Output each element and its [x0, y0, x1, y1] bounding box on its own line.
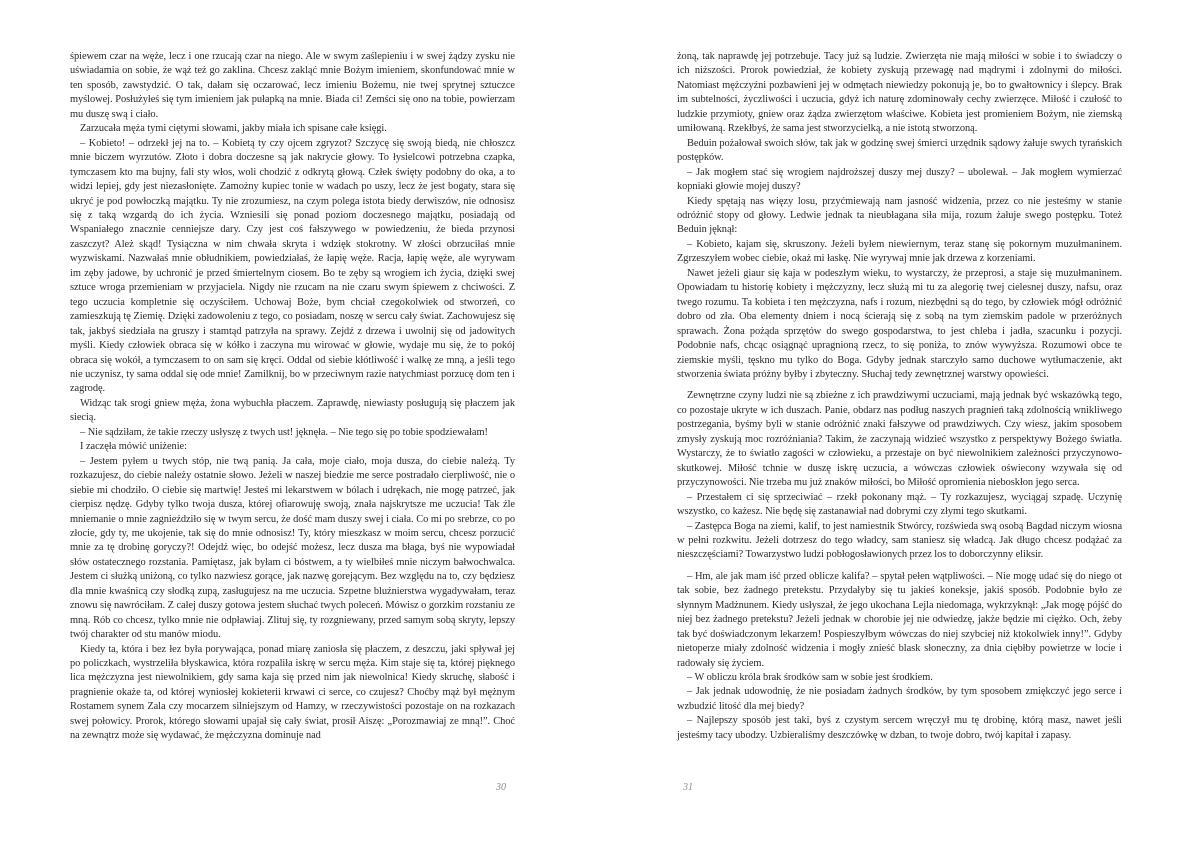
- right-page: [677, 50, 1122, 743]
- paragraph: – Kobieto! – odrzekł jej na to. – Kobietą ty czy ojcem zgryzot? Szczycę się swoją biedą, nie chłoszcz mnie biczem wyrzutów. Złoto i dobra doczesne są jak nakrycie głowy. To łysielcowi potrzebna czapka, tymczasem kto ma bujny, fali sty włos, woli chodzić z odkrytą głową. Człek święty podobny do oka, a to widzi lepiej, gdy jest niezasłonięte. Zamożny kupiec tonie w wadach po uszy, lecz że jest bogaty, stara się ukryć je pod powłoczką majątku. Ty nie zrozumiesz, na czym polega istota biedy derwiszów, nie odnosisz się z taką wzgardą do ich życia. Wzniesili się ponad poziom doczesnego majątku, posiadają od Wspaniałego znacznie cenniejsze dary. Czy jest coś fałszywego w powiedzeniu, że bieda przynosi zaszczyt? Ależ skąd! Tysiączna w nim chwała skryta i wdzięk stokrotny. W złości obrzuciłaś mnie wyzwiskami. Nazwałaś mnie obłudnikiem, powiedziałaś, że łapię węże. Racja, łapię węże, ale wyrywam im zęby jadowe, by uchronić je przed śmiertelnym ciosem. Bo te zęby są wrogiem ich życia, dzięki swej sztuce wroga przemieniam w przyjaciela. Nigdy nie rzucam na nie czaru swym śpiewem z chciwości. Z tego uczucia kompletnie się oczyściłem. Uchowaj Boże, bym chciał czegokolwiek od stworzeń, co zamieszkują tę Ziemię. Dzięki zadowoleniu z tego, co posiadam, noszę w sercu cały świat. Zachowujesz się tak, jakbyś siedziała na gruszy i stamtąd patrzyła na sprawy. Zejdź z drzewa i uwolnij się od jadowitych myśli. Kiedy człowiek obraca się w kółko i zaczyna mu wirować w głowie, wydaje mu się, że to pokój obraca się wokół, a tymczasem to on sam się kręci. Oddal od siebie kłótliwość i walkę ze mną, a jeśli tego nie uczynisz, ty sama oddal się ode mnie! Zamilknij, bo w przeciwnym razie natychmiast porzucę dom ten i zagrodę.: [70, 137, 515, 395]
- right-page-number: 31: [683, 782, 693, 793]
- paragraph: Kiedy spętają nas więzy losu, przyćmiewają nam jasność widzenia, przez co nie jesteśmy w stanie odróżnić stopy od głowy. Ledwie jednak ta nieubłagana siła mija, rozum żałuje swego postępku. Toteż Beduin jęknął:: [677, 195, 1122, 236]
- paragraph: – Jak jednak udowodnię, że nie posiadam żadnych środków, by tym sposobem zmiękczyć jego serce i wzbudzić litość dla mej biedy?: [677, 686, 1122, 712]
- paragraph: – Jestem pyłem u twych stóp, nie twą panią. Ja cała, moje ciało, moja dusza, do ciebie należą. Ty rozkazujesz, do ciebie należy ostatnie słowo. Jeżeli w naszej biedzie me serce postradało cierpliwość, nie o siebie mi chodziło. O ciebie się martwię! Jesteś mi lekarstwem w bólach i udrękach, nie mogę patrzeć, jak cierpisz nędzę. Gdyby tylko twoja dusza, której ofiarowuję swoją, znała najskrytsze me uczucia! Tak źle mniemanie o mnie zagnieździło się w twym sercu, że dość mam duszy swej i ciała. Co mi po srebrze, co po złocie, gdy ty, me ukojenie, tak się do mnie odnosisz! Ty, który mieszkasz w moim sercu, chcesz porzucić mnie za tę drobinę goryczy?! Odejdź więc, bo odejść możesz, lecz dusza ma błaga, byś nie wypowiadał słów ostatecznego rozstania. Pamiętasz, jak byłam ci bóstwem, a ty wielbiłeś mnie niczym bałwochwalca. Jestem ci służką uniżoną, co tylko nazwiesz gorące, jak nazwę gorejącym. Bez względu na to, czy będziesz dla mnie kwaśnicą czy słodką zupą, zasługujesz na me uczucia. Szpetne bluźnierstwa wygadywałam, teraz znowu się nawróciłam. Z całej duszy gotowa jestem słuchać twych poleceń. Mówisz o gorzkim rozstaniu ze mną. Rób co chcesz, tylko mnie nie odpławiaj. Zlituj się, ty rozgniewany, przed samym sobą skryty, lepszy twój charakter od stu manów miodu.: [70, 455, 515, 641]
- paragraph: żoną, tak naprawdę jej potrzebuje. Tacy już są ludzie. Zwierzęta nie mają miłości w sobie i to świadczy o ich niższości. Prorok powiedział, że kobiety zyskują przewagę nad mądrymi i zdolnymi do miłości. Natomiast mężczyźni pozbawieni jej w odmętach niewiedzy pokonują je, bo to gwałtownicy i ślepcy. Brak im subtelności, życzliwości i uczucia, gdyż ich naturę zdominowały cechy zwierzęce. Miłość i czułość to ludzkie przymioty, gniew oraz żądza zwierzętom właściwe. Kobieta jest promieniem Bożym, nie ziemską umiłowaną. Rzekłbyś, że sama jest stworzycielką, a nie istotą stworzoną.: [677, 51, 1122, 135]
- paragraph: I zaczęła mówić uniżenie:: [80, 441, 187, 453]
- paragraph: Nawet jeżeli giaur się kaja w podeszłym wieku, to wystarczy, że przeprosi, a staje się muzułmaninem. Opowiadam tu historię kobiety i mężczyzny, lecz służą mi tu za alegorię twej cielesnej duszy, nafsu, oraz twego rozumu. Ta kobieta i ten mężczyzna, nafs i rozum, niezbędni są do tego, by człowiek mógł odróżnić dobro od zła. Oba elementy dniem i nocą ścierają się z sobą na tym ziemskim padole w przeróżnych sprawach. Żona pożąda sprzętów do swego gospodarstwa, to jest chleba i jadła, szacunku i pozycji. Podobnie nafs, chcąc osiągnąć upragnioną rzecz, to się poniża, to znów wywyższa. Rozumowi obce te ziemskie myśli, tęskno mu tylko do Boga. Gdyby jednak starczyło samo duchowe wytłumaczenie, akt stworzenia świata próżny byłby i zbyteczny. Słuchaj tedy zewnętrznej warstwy opowieści.: [677, 267, 1122, 380]
- paragraph: Zarzucała męża tymi ciętymi słowami, jakby miała ich spisane całe księgi.: [80, 123, 387, 135]
- paragraph: Zewnętrzne czyny ludzi nie są zbieżne z ich prawdziwymi uczuciami, mają jednak być wskazówką tego, co pozostaje ukryte w ich duszach. Panie, obdarz nas podług naszych pragnień taką zdolnością wnikliwego postrzegania, byśmy byli w stanie odróżnić znaki fałszywe od prawdziwych. Czy wiesz, jakim sposobem zmysły zyskują moc rozróżniania? Takim, że zaczynają widzieć wszystko z perspektywy Bożego światła. Wystarczy, że to światło zagości w człowieku, a przestaje on być niewolnikiem zależności przyczynowo-skutkowej. Miłość tchnie w duszę iskrę uczucia, a wówczas człowiek oświecony wzywała się od przyczynowości. Nie trzeba mu już znaków miłości, bo Miłość opromienia nieboskłon jego serca.: [677, 390, 1122, 489]
- left-page-number: 30: [496, 782, 506, 793]
- paragraph: – Zastępca Boga na ziemi, kalif, to jest namiestnik Stwórcy, rozświeda swą osobą Bagdad niczym wiosna w pełni rozkwitu. Jeżeli dotrzesz do tego władcy, sam staniesz się władcą. Jak długo chcesz podążać za nieszczęściami? Towarzystwo ludzi pobłogosławionych przez los to doborczynny eliksir.: [677, 520, 1122, 561]
- paragraph: Beduin pożałował swoich słów, tak jak w godzinę swej śmierci urzędnik sądowy żałuje swych tyrańskich postępków.: [677, 137, 1122, 164]
- paragraph: – Kobieto, kajam się, skruszony. Jeżeli byłem niewiernym, teraz stanę się pokornym muzułmaninem. Zgrzeszyłem wobec ciebie, okaż mi łaskę. Nie wyrywaj mnie jak drzewa z korzeniami.: [677, 238, 1122, 265]
- paragraph: Widząc tak srogi gniew męża, żona wybuchła płaczem. Zaprawdę, niewiasty posługują się płaczem jak siecią.: [70, 397, 515, 424]
- paragraph: – W obliczu króla brak środków sam w sobie jest środkiem.: [687, 672, 933, 684]
- paragraph: – Najlepszy sposób jest taki, byś z czystym sercem wręczył mu tę drobinę, którą masz, nawet jeśli jesteśmy tacy ubodzy. Uzbieraliśmy deszczówkę w dzban, to twoje dobro, twój kapitał i zapasy.: [677, 715, 1122, 741]
- paragraph: – Jak mogłem stać się wrogiem najdroższej duszy mej duszy? – ubolewał. – Jak mogłem wymierzać kopniaki głowie mojej duszy?: [677, 166, 1122, 193]
- paragraph: – Przestałem ci się sprzeciwiać – rzekł pokonany mąż. – Ty rozkazujesz, wyciągaj szpadę. Uczynię wszystko, co każesz. Nie będę się zastanawiał nad dobrymi czy złymi tego skutkami.: [677, 491, 1122, 518]
- paragraph: – Hm, ale jak mam iść przed oblicze kalifa? – spytał pełen wątpliwości. – Nie mogę udać się do niego ot tak sobie, bez żadnego pretekstu. Przydałyby się tu jakieś koneksje, jakiś sposób. Podobnie było ze słynnym Madżnunem. Kiedy usłyszał, że jego ukochana Lejla niedomaga, wykrzyknął: „Jak mogę pójść do niej bez żadnego pretekstu? Jeżeli jednak w chorobie jej nie odwiedzę, jakże będzie mi ciężko. Och, żeby tak być doświadczonym lekarzem! Pospieszyłbym wówczas do niej szybciej niż ktokolwiek inny!”. Gdyby nietoperze miały zdolność widzenia i mogły znieść blask słoneczny, za dnia ciębłby powietrze w locie i radowały się życiem.: [677, 570, 1122, 669]
- left-page: [70, 50, 515, 744]
- paragraph: – Nie sądziłam, że takie rzeczy usłyszę z twych ust! jęknęła. – Nie tego się po tobie spodziewałam!: [80, 426, 488, 438]
- paragraph: Kiedy ta, która i bez łez była porywająca, ponad miarę zaniosła się płaczem, z deszczu, jaki spływał jej po policzkach, wystrzeliła błyskawica, która rozpaliła iskrę w sercu męża. Kim staje się ta, której pięknego lica mężczyzna jest niewolnikiem, gdy sama kaja się przed nim jak niewolnica! Kiedy skruchę, słabość i pragnienie okaże ta, od której wyniosłej kokieterii krwawi ci serce, co czujesz? Choćby mąż był mężnym Rostamem synem Zala czy mocarzem silniejszym od Hamzy, w rzeczywistości pozostaje on na rozkazach swej połowicy. Prorok, którego słowami upajał się cały świat, prosił Aiszę: „Porozmawiaj ze mną!”. Choć na zewnątrz może się wydawać, że mężczyzna dominuje nad: [70, 643, 515, 742]
- paragraph: śpiewem czar na węże, lecz i one rzucają czar na niego. Ale w swym zaślepieniu i w swej żądzy zysku nie uświadamia on sobie, że wąż też go zaklina. Chcesz zakląć mnie Bożym imieniem, skonfundować mnie w ten sposób, zawstydzić. O tak, dałam się oczarować, lecz imieniu Bożemu, nie twej sprytnej sztuczce myślowej. Posłużyłeś się tym imieniem jak pułapką na mnie. Biada ci! Zemści się ono na tobie, powierzam mu duszę swą i ciało.: [70, 51, 515, 120]
